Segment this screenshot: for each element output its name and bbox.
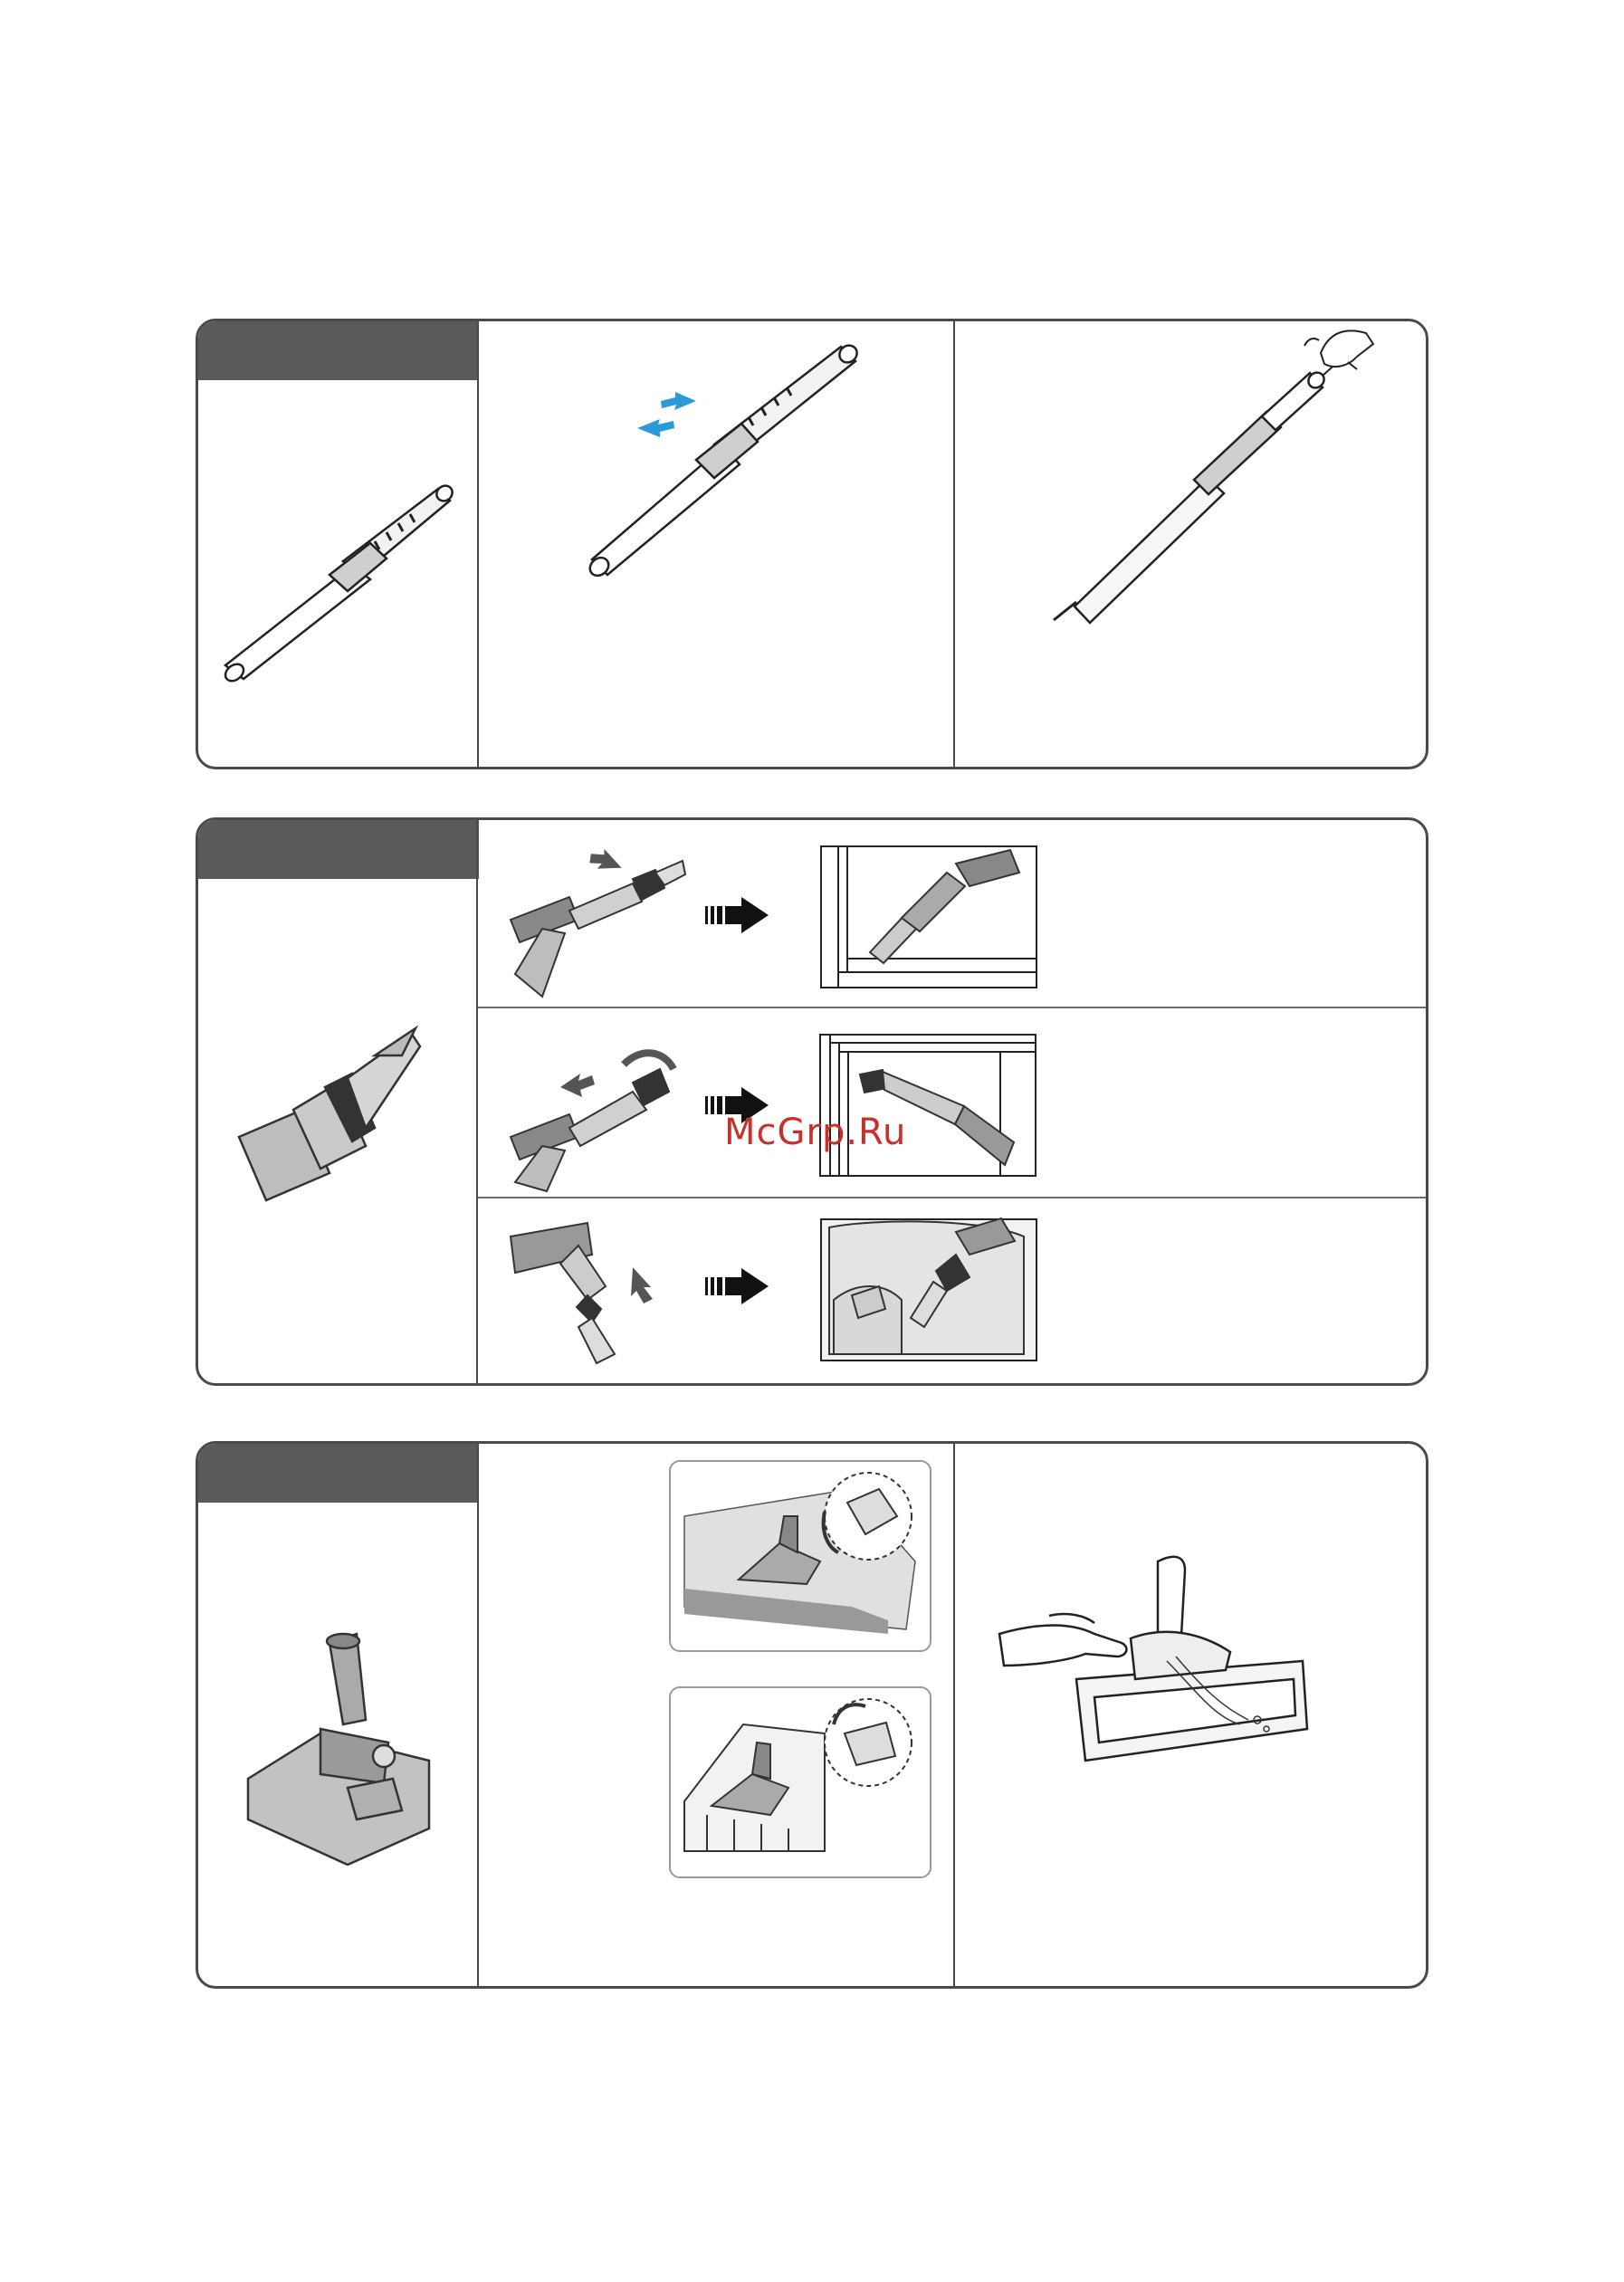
floor-divider-2 xyxy=(953,1444,955,1986)
crevice-section-tab xyxy=(198,820,479,879)
rod-tip-icon xyxy=(1054,602,1076,620)
push-arrow-right-icon xyxy=(661,392,696,410)
pipe-clean-illustration xyxy=(1049,326,1375,625)
floor-section-tab xyxy=(198,1444,479,1503)
carpet-mode-card xyxy=(669,1460,931,1652)
pipe-section-tab xyxy=(198,321,479,380)
result-arrow-icon xyxy=(705,1264,778,1309)
crevice-attach-illustration xyxy=(506,847,687,1001)
hardfloor-mode-card xyxy=(669,1686,931,1878)
watermark-text: McGrp.Ru xyxy=(724,1112,907,1153)
hand-icon xyxy=(1304,330,1373,369)
crevice-door-illustration xyxy=(819,1034,1036,1177)
pull-arrow-icon xyxy=(631,1267,653,1303)
push-arrow-icon xyxy=(560,1074,595,1097)
push-arrow-left-icon xyxy=(637,419,674,437)
crevice-tool-icon xyxy=(230,1019,438,1209)
crevice-row-divider-2 xyxy=(478,1197,1426,1198)
crevice-row-divider-1 xyxy=(478,1007,1426,1008)
pipe-divider-1 xyxy=(477,321,479,767)
result-arrow-icon xyxy=(705,893,778,938)
hardfloor-mode-illustration xyxy=(671,1688,930,1876)
pipe-divider-2 xyxy=(953,321,955,767)
crevice-divider xyxy=(476,820,478,1383)
floor-divider-1 xyxy=(477,1444,479,1986)
crevice-sofa-illustration xyxy=(820,1218,1037,1361)
telescopic-pipe-icon xyxy=(216,457,461,683)
crevice-window-illustration xyxy=(820,845,1037,988)
crevice-extend-illustration xyxy=(506,1037,687,1191)
rotate-arrow-icon xyxy=(624,1053,673,1069)
floor-brush-icon xyxy=(230,1625,447,1878)
pipe-adjust-illustration xyxy=(588,338,877,582)
floor-panel xyxy=(196,1441,1428,1989)
direction-arrow-icon xyxy=(587,845,626,876)
crevice-panel xyxy=(196,817,1428,1386)
brush-clean-illustration xyxy=(995,1552,1357,1824)
carpet-mode-illustration xyxy=(671,1462,930,1650)
crevice-remove-illustration xyxy=(506,1209,687,1372)
hand-icon xyxy=(999,1614,1126,1666)
pipe-panel xyxy=(196,319,1428,769)
